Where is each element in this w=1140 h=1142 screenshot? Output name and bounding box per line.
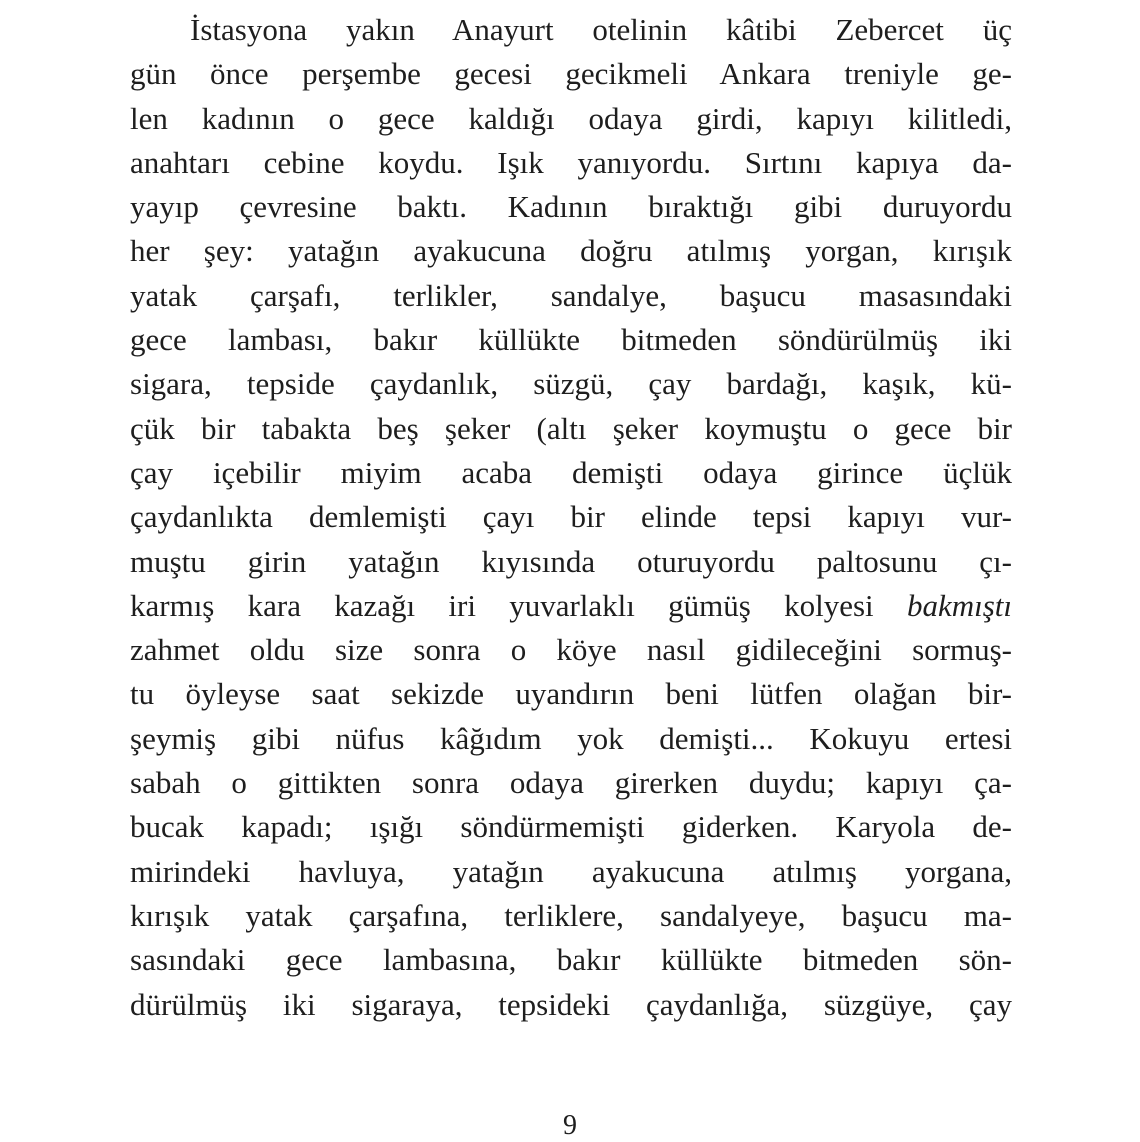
text-line-content: tu öyleyse saat sekizde uyandırın beni lütfen olağan bir- [130, 676, 1012, 712]
text-line [130, 805, 1012, 849]
body-text [130, 8, 1012, 1027]
text-line [130, 938, 1012, 982]
text-line [130, 983, 1012, 1027]
text-line-content: İstasyona yakın Anayurt otelinin kâtibi Zebercet üç [190, 12, 1012, 47]
text-line-content: çay içebilir miyim acaba demişti odaya girince üçlük [130, 454, 1012, 490]
text-line-content: zahmet oldu size sonra o köye nasıl gidileceğini sormuş- [130, 632, 1012, 668]
text-line-content: karmış kara kazağı iri yuvarlaklı gümüş kolyesi [130, 587, 907, 623]
text-line [130, 362, 1012, 406]
text-line [130, 229, 1012, 273]
text-line [130, 97, 1012, 141]
text-line [130, 495, 1012, 539]
text-line-content: muştu girin yatağın kıyısında oturuyordu paltosunu çı- [130, 543, 1012, 579]
page-number: 9 [563, 1110, 577, 1141]
text-line [130, 584, 1012, 628]
text-line-content: çük bir tabakta beş şeker (altı şeker koymuştu o gece bir [130, 410, 1012, 446]
text-line-content: gün önce perşembe gecesi gecikmeli Ankara treniyle ge- [130, 56, 1012, 92]
text-line-content: anahtarı cebine koydu. Işık yanıyordu. Sırtını kapıya da- [130, 144, 1012, 180]
text-line [130, 52, 1012, 96]
text-line-content: mirindeki havluya, yatağın ayakucuna atılmış yorgana, [130, 853, 1012, 889]
text-line-content: çaydanlıkta demlemişti çayı bir elinde tepsi kapıyı vur- [130, 499, 1012, 535]
text-line-content: bucak kapadı; ışığı söndürmemişti giderken. Karyola de- [130, 809, 1012, 845]
text-line-content: kırışık yatak çarşafına, terliklere, sandalyeye, başucu ma- [130, 897, 1012, 933]
text-line [130, 628, 1012, 672]
text-line [130, 894, 1012, 938]
text-line [130, 761, 1012, 805]
text-line [130, 185, 1012, 229]
text-line-content: len kadının o gece kaldığı odaya girdi, kapıyı kilitledi, [130, 100, 1012, 136]
text-line-content: her şey: yatağın ayakucuna doğru atılmış yorgan, kırışık [130, 233, 1012, 269]
text-line [130, 717, 1012, 761]
text-line-content: sigara, tepside çaydanlık, süzgü, çay bardağı, kaşık, kü- [130, 366, 1012, 402]
text-line [130, 451, 1012, 495]
italic-word: bakmıştı [906, 587, 1012, 623]
text-line-content: yatak çarşafı, terlikler, sandalye, başucu masasındaki [130, 277, 1012, 313]
text-line [130, 540, 1012, 584]
text-line-content: sasındaki gece lambasına, bakır küllükte bitmeden sön- [130, 942, 1012, 978]
text-line [130, 141, 1012, 185]
text-line [130, 8, 1012, 52]
text-line [130, 318, 1012, 362]
text-line-content: gece lambası, bakır küllükte bitmeden söndürülmüş iki [130, 322, 1012, 358]
text-line-content: sabah o gittikten sonra odaya girerken duydu; kapıyı ça- [130, 765, 1012, 801]
text-line [130, 407, 1012, 451]
text-line-content: şeymiş gibi nüfus kâğıdım yok demişti... Kokuyu ertesi [130, 720, 1012, 756]
text-line [130, 850, 1012, 894]
text-line-content: yayıp çevresine baktı. Kadının bıraktığı gibi duruyordu [130, 189, 1012, 225]
text-line [130, 274, 1012, 318]
text-line-content: dürülmüş iki sigaraya, tepsideki çaydanlığa, süzgüye, çay [130, 986, 1012, 1022]
text-line [130, 672, 1012, 716]
